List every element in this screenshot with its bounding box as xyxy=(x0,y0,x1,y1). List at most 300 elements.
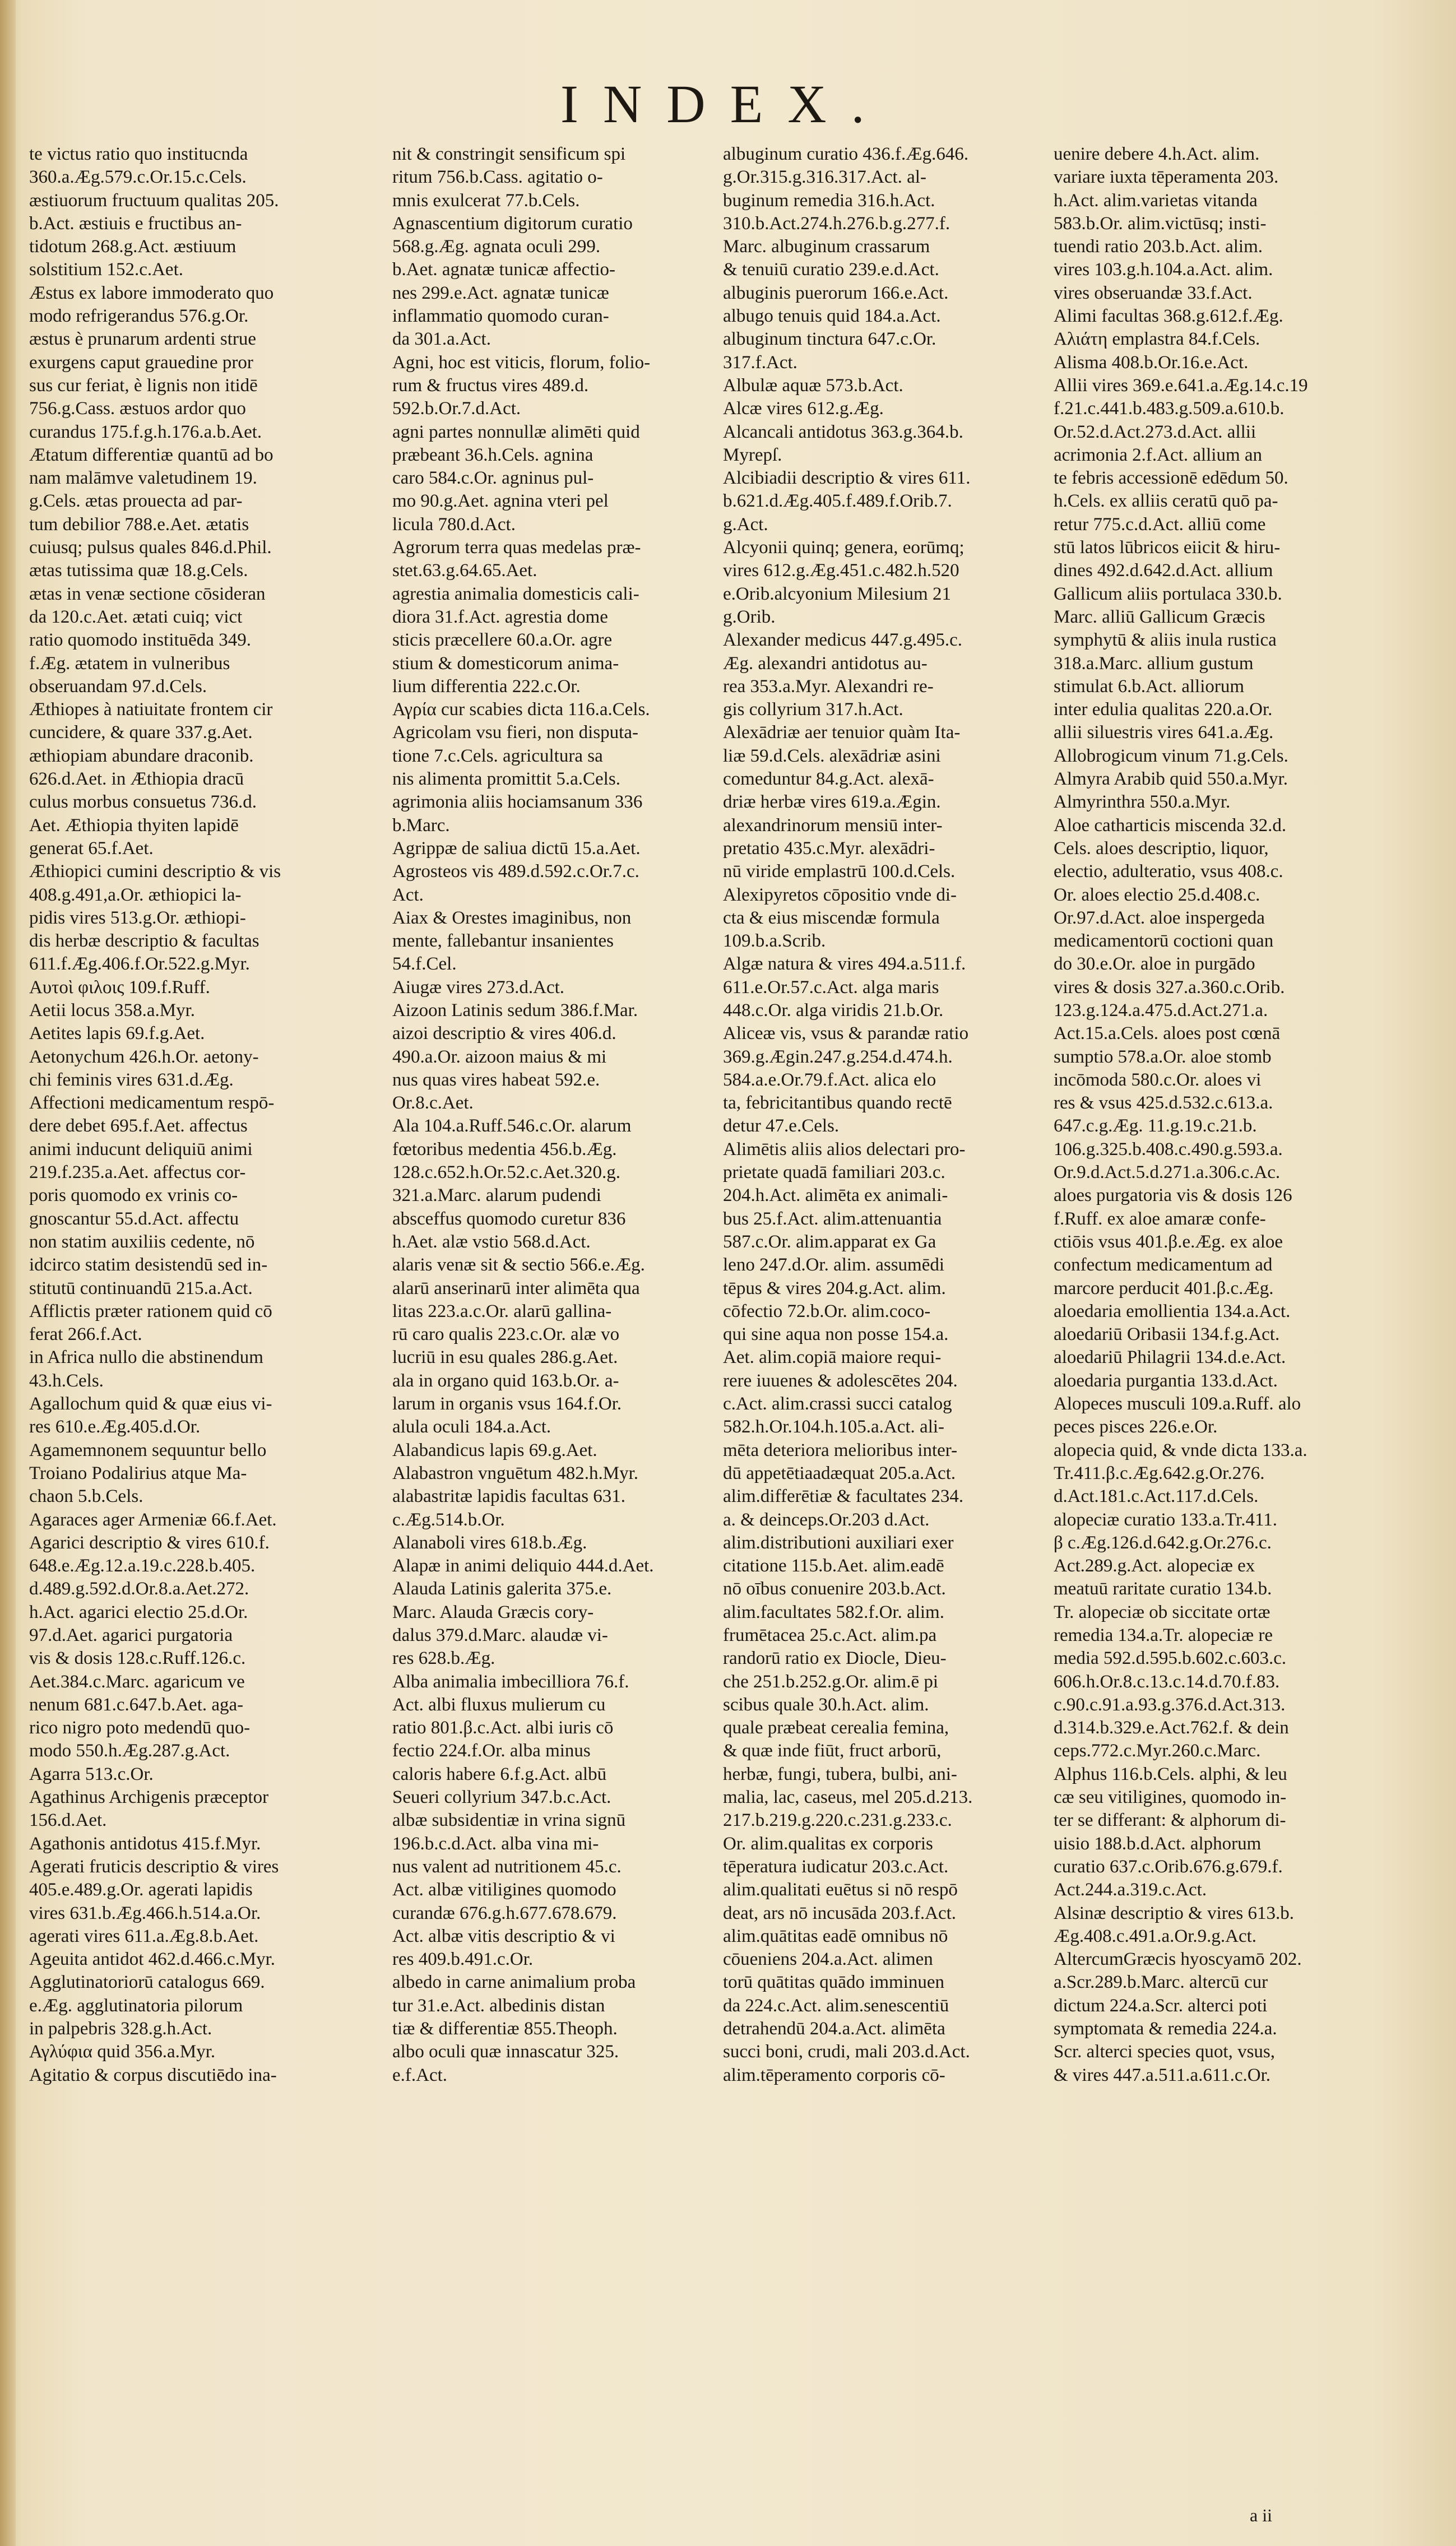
folio-signature: a ii xyxy=(1250,2505,1272,2525)
index-line: larum in organis vsus 164.f.Or. xyxy=(392,1394,622,1415)
index-line: 317.f.Act. xyxy=(723,352,797,373)
index-line: Aet. Æthiopia thyiten lapidē xyxy=(29,815,239,836)
index-line: 219.f.235.a.Aet. affectus cor- xyxy=(29,1162,246,1183)
index-line: stitutū continuandū 215.a.Act. xyxy=(29,1278,253,1298)
index-line: torū quātitas quādo imminuen xyxy=(723,1972,945,1993)
index-line: Alabastron vnguētum 482.h.Myr. xyxy=(392,1463,639,1483)
index-line: aloedariū Philagrii 134.d.e.Act. xyxy=(1054,1347,1286,1368)
index-line: uisio 188.b.d.Act. alphorum xyxy=(1054,1833,1262,1854)
index-line: & quæ inde fiūt, fruct arborū, xyxy=(723,1741,942,1761)
index-line: rea 353.a.Myr. Alexandri re- xyxy=(723,676,934,697)
index-line: 490.a.Or. aizoon maius & mi xyxy=(392,1046,607,1067)
index-line: te febris accessionē edēdum 50. xyxy=(1054,468,1288,489)
index-line: vires 631.b.Æg.466.h.514.a.Or. xyxy=(29,1903,261,1923)
index-line: Aet. alim.copiā maiore requi- xyxy=(723,1347,942,1368)
index-line: herbæ, fungi, tubera, bulbi, ani- xyxy=(723,1764,957,1784)
index-line: dalus 379.d.Marc. alaudæ vi- xyxy=(392,1625,608,1645)
index-line: fectio 224.f.Or. alba minus xyxy=(392,1741,591,1761)
index-line: te victus ratio quo institucnda xyxy=(29,144,248,164)
index-line: Aiax & Orestes imaginibus, non xyxy=(392,907,632,928)
index-line: Æstus ex labore immoderato quo xyxy=(29,282,274,303)
index-line: Agathinus Archigenis præceptor xyxy=(29,1787,269,1808)
index-line: ratio 801.β.c.Act. albi iuris cō xyxy=(392,1718,614,1738)
index-line: dis herbæ descriptio & facultas xyxy=(29,931,259,952)
index-line: Αυτοὶ φιλοις 109.f.Ruff. xyxy=(29,977,210,998)
index-line: 97.d.Aet. agarici purgatoria xyxy=(29,1625,233,1645)
index-line: liæ 59.d.Cels. alexādriæ asini xyxy=(723,745,941,766)
index-line: alabastritæ lapidis facultas 631. xyxy=(392,1486,626,1507)
index-line: nus valent ad nutritionem 45.c. xyxy=(392,1856,622,1877)
index-line: ter se differant: & alphorum di- xyxy=(1054,1810,1286,1831)
index-line: c.Æg.514.b.Or. xyxy=(392,1509,505,1530)
index-line: Tr. alopeciæ ob siccitate ortæ xyxy=(1054,1602,1270,1622)
index-line: alexandrinorum mensiū inter- xyxy=(723,815,943,836)
index-line: Affectioni medicamentum respō- xyxy=(29,1093,275,1114)
index-line: Alisma 408.b.Or.16.e.Act. xyxy=(1054,352,1249,373)
index-line: peces pisces 226.e.Or. xyxy=(1054,1417,1218,1437)
index-line: tēperatura iudicatur 203.c.Act. xyxy=(723,1856,949,1877)
index-line: 217.b.219.g.220.c.231.g.233.c. xyxy=(723,1810,952,1831)
index-line: g.Cels. ætas prouecta ad par- xyxy=(29,491,243,512)
index-column-4 xyxy=(1054,143,1367,2087)
index-line: Myrepſ. xyxy=(723,444,782,465)
index-line: Algæ natura & vires 494.a.511.f. xyxy=(723,954,966,975)
index-line: Almyrinthra 550.a.Myr. xyxy=(1054,792,1231,813)
index-line: nū viride emplastrū 100.d.Cels. xyxy=(723,861,956,882)
index-line: stū latos lūbricos eiicit & hiru- xyxy=(1054,537,1281,558)
index-line: 611.e.Or.57.c.Act. alga maris xyxy=(723,977,939,998)
index-line: Agerati fruticis descriptio & vires xyxy=(29,1856,279,1877)
index-line: exurgens caput grauedine pror xyxy=(29,352,253,373)
index-line: idcirco statim desistendū sed in- xyxy=(29,1255,268,1276)
index-column-2 xyxy=(392,143,706,2087)
index-line: Or.97.d.Act. aloe inspergeda xyxy=(1054,907,1265,928)
index-line: alaris venæ sit & sectio 566.e.Æg. xyxy=(392,1255,645,1276)
index-line: Cels. aloes descriptio, liquor, xyxy=(1054,838,1269,859)
index-line: deat, ars nō incusāda 203.f.Act. xyxy=(723,1903,957,1923)
index-line: dictum 224.a.Scr. alterci poti xyxy=(1054,1995,1268,2016)
index-line: Act.15.a.Cels. aloes post cœnā xyxy=(1054,1023,1281,1044)
index-line: do 30.e.Or. aloe in purgādo xyxy=(1054,954,1255,975)
index-line: 109.b.a.Scrib. xyxy=(723,931,826,952)
index-line: æthiopiam abundare draconib. xyxy=(29,745,254,766)
index-line: ala in organo quid 163.b.Or. a- xyxy=(392,1370,619,1391)
index-line: æstiuorum fructuum qualitas 205. xyxy=(29,190,279,211)
index-line: nam malāmve valetudinem 19. xyxy=(29,468,257,489)
index-line: Æthiopes à natiuitate frontem cir xyxy=(29,699,273,720)
index-line: Albulæ aquæ 573.b.Act. xyxy=(723,375,903,396)
index-line: da 301.a.Act. xyxy=(392,329,491,350)
index-line: b.Marc. xyxy=(392,815,450,836)
index-line: inter edulia qualitas 220.a.Or. xyxy=(1054,699,1273,720)
index-line: Afflictis præter rationem quid cō xyxy=(29,1301,272,1321)
index-line: cōueniens 204.a.Act. alimen xyxy=(723,1949,933,1970)
index-line: 196.b.c.d.Act. alba vina mi- xyxy=(392,1833,599,1854)
index-line: cuncidere, & quare 337.g.Aet. xyxy=(29,722,253,743)
index-line: da 224.c.Act. alim.senescentiū xyxy=(723,1995,949,2016)
index-line: Aet.384.c.Marc. agaricum ve xyxy=(29,1671,245,1692)
index-line: pidis vires 513.g.Or. æthiopi- xyxy=(29,907,246,928)
index-line: 756.g.Cass. æstuos ardor quo xyxy=(29,398,246,419)
index-line: cuiusq; pulsus quales 846.d.Phil. xyxy=(29,537,272,558)
index-line: Agnascentium digitorum curatio xyxy=(392,213,633,234)
index-line: d.Act.181.c.Act.117.d.Cels. xyxy=(1054,1486,1259,1507)
index-line: symptomata & remedia 224.a. xyxy=(1054,2019,1277,2039)
index-line: nus quas vires habeat 592.e. xyxy=(392,1069,600,1090)
index-line: nis alimenta promittit 5.a.Cels. xyxy=(392,769,620,790)
index-line: c.90.c.91.a.93.g.376.d.Act.313. xyxy=(1054,1694,1286,1715)
index-line: nō oībus conuenire 203.b.Act. xyxy=(723,1579,946,1599)
index-line: albuginum curatio 436.f.Æg.646. xyxy=(723,144,969,164)
index-line: Or. aloes electio 25.d.408.c. xyxy=(1054,884,1260,905)
index-line: stimulat 6.b.Act. alliorum xyxy=(1054,676,1245,697)
index-line: buginum remedia 316.h.Act. xyxy=(723,190,935,211)
index-line: d.489.g.592.d.Or.8.a.Aet.272. xyxy=(29,1579,249,1599)
index-line: rum & fructus vires 489.d. xyxy=(392,375,589,396)
index-line: tum debilior 788.e.Aet. ætatis xyxy=(29,514,249,535)
index-line: 592.b.Or.7.d.Act. xyxy=(392,398,521,419)
index-line: Agallochum quid & quæ eius vi- xyxy=(29,1394,272,1415)
index-line: Agitatio & corpus discutiēdo ina- xyxy=(29,2065,277,2085)
index-line: fœtoribus medentia 456.b.Æg. xyxy=(392,1139,617,1160)
index-line: meatuū raritate curatio 134.b. xyxy=(1054,1579,1272,1599)
index-line: Alabandicus lapis 69.g.Aet. xyxy=(392,1440,597,1460)
index-line: tione 7.c.Cels. agricultura sa xyxy=(392,745,603,766)
index-line: alopeciæ curatio 133.a.Tr.411. xyxy=(1054,1509,1277,1530)
index-line: 54.f.Cel. xyxy=(392,954,457,975)
index-line: retur 775.c.d.Act. alliū come xyxy=(1054,514,1266,535)
index-line: Alanaboli vires 618.b.Æg. xyxy=(392,1532,587,1553)
index-line: alim.quātitas eadē omnibus nō xyxy=(723,1926,948,1946)
index-line: remedia 134.a.Tr. alopeciæ re xyxy=(1054,1625,1273,1645)
index-line: tuendi ratio 203.b.Act. alim. xyxy=(1054,236,1263,257)
index-line: Alexander medicus 447.g.495.c. xyxy=(723,630,963,651)
index-line: 106.g.325.b.408.c.490.g.593.a. xyxy=(1054,1139,1283,1160)
page-title: INDEX. xyxy=(560,74,889,134)
index-line: Troiano Podalirius atque Ma- xyxy=(29,1463,247,1483)
index-line: 583.b.Or. alim.victūsq; insti- xyxy=(1054,213,1267,234)
index-line: lium differentia 222.c.Or. xyxy=(392,676,581,697)
index-line: Agrippæ de saliua dictū 15.a.Aet. xyxy=(392,838,641,859)
index-line: Alauda Latinis galerita 375.e. xyxy=(392,1579,612,1599)
index-line: Alcyonii quinq; genera, eorūmq; xyxy=(723,537,965,558)
index-line: Alcæ vires 612.g.Æg. xyxy=(723,398,884,419)
index-line: Ageuita antidot 462.d.466.c.Myr. xyxy=(29,1949,276,1970)
index-line: vis & dosis 128.c.Ruff.126.c. xyxy=(29,1648,246,1669)
index-line: tur 31.e.Act. albedinis distan xyxy=(392,1995,605,2016)
index-line: e.Orib.alcyonium Milesium 21 xyxy=(723,583,951,604)
index-line: Alsinæ descriptio & vires 613.b. xyxy=(1054,1903,1294,1923)
index-line: ceps.772.c.Myr.260.c.Marc. xyxy=(1054,1741,1261,1761)
index-line: Act. xyxy=(392,884,424,905)
index-line: curandæ 676.g.h.677.678.679. xyxy=(392,1903,617,1923)
index-line: res 409.b.491.c.Or. xyxy=(392,1949,534,1970)
index-line: dere debet 695.f.Aet. affectus xyxy=(29,1116,248,1137)
index-line: frumētacea 25.c.Act. alim.pa xyxy=(723,1625,937,1645)
index-line: Aizoon Latinis sedum 386.f.Mar. xyxy=(392,1000,638,1021)
index-column-3 xyxy=(723,143,1037,2087)
index-line: dū appetētiaadæquat 205.a.Act. xyxy=(723,1463,956,1483)
index-line: variare iuxta tēperamenta 203. xyxy=(1054,167,1279,188)
index-line: prietate quadā familiari 203.c. xyxy=(723,1162,945,1183)
index-line: alopecia quid, & vnde dicta 133.a. xyxy=(1054,1440,1307,1460)
index-line: quale præbeat cerealia femina, xyxy=(723,1718,949,1738)
index-line: Act. albæ vitiligines quomodo xyxy=(392,1880,616,1900)
index-line: h.Act. alim.varietas vitanda xyxy=(1054,190,1258,211)
book-gutter xyxy=(0,0,16,2546)
index-line: agni partes nonnullæ alimēti quid xyxy=(392,421,640,442)
index-line: 43.h.Cels. xyxy=(29,1370,104,1391)
index-line: Marc. albuginum crassarum xyxy=(723,236,930,257)
index-line: mo 90.g.Aet. agnina vteri pel xyxy=(392,491,609,512)
index-line: inflammatio quomodo curan- xyxy=(392,306,609,327)
index-line: aloedaria purgantia 133.d.Act. xyxy=(1054,1370,1278,1391)
index-line: Alimi facultas 368.g.612.f.Æg. xyxy=(1054,306,1283,327)
index-line: ritum 756.b.Cass. agitatio o- xyxy=(392,167,603,188)
index-line: leno 247.d.Or. alim. assumēdi xyxy=(723,1255,945,1276)
index-line: Agathonis antidotus 415.f.Myr. xyxy=(29,1833,261,1854)
index-line: detur 47.e.Cels. xyxy=(723,1116,840,1137)
index-line: Act. albi fluxus mulierum cu xyxy=(392,1694,606,1715)
index-line: Αλιάτη emplastra 84.f.Cels. xyxy=(1054,329,1260,350)
index-line: g.Orib. xyxy=(723,606,776,627)
index-line: Agaraces ager Armeniæ 66.f.Aet. xyxy=(29,1509,277,1530)
index-line: cōfectio 72.b.Or. alim.coco- xyxy=(723,1301,931,1321)
index-line: Ala 104.a.Ruff.546.c.Or. alarum xyxy=(392,1116,632,1137)
index-line: Gallicum aliis portulaca 330.b. xyxy=(1054,583,1282,604)
index-line: cæ seu vitiligines, quomodo in- xyxy=(1054,1787,1287,1808)
index-line: 156.d.Aet. xyxy=(29,1810,107,1831)
index-line: lucriū in esu quales 286.g.Aet. xyxy=(392,1347,618,1368)
index-line: alula oculi 184.a.Act. xyxy=(392,1417,551,1437)
index-line: alim.distributioni auxiliari exer xyxy=(723,1532,954,1553)
index-line: agrimonia aliis hociamsanum 336 xyxy=(392,792,643,813)
index-line: pretatio 435.c.Myr. alexādri- xyxy=(723,838,935,859)
index-line: 408.g.491,a.Or. æthiopici la- xyxy=(29,884,242,905)
index-line: e.Æg. agglutinatoria pilorum xyxy=(29,1995,243,2016)
index-line: aloes purgatoria vis & dosis 126 xyxy=(1054,1185,1292,1206)
index-line: Aetii locus 358.a.Myr. xyxy=(29,1000,196,1021)
index-line: curatio 637.c.Orib.676.g.679.f. xyxy=(1054,1856,1283,1877)
index-line: Allii vires 369.e.641.a.Æg.14.c.19 xyxy=(1054,375,1308,396)
index-line: ratio quomodo instituēda 349. xyxy=(29,630,251,651)
index-line: alim.tēperamento corporis cō- xyxy=(723,2065,945,2085)
index-line: res 628.b.Æg. xyxy=(392,1648,495,1669)
index-line: Æg. alexandri antidotus au- xyxy=(723,653,928,674)
index-line: absceffus quomodo curetur 836 xyxy=(392,1208,626,1229)
index-line: confectum medicamentum ad xyxy=(1054,1255,1273,1276)
index-line: driæ herbæ vires 619.a.Ægin. xyxy=(723,792,941,813)
index-line: Or.8.c.Aet. xyxy=(392,1093,474,1114)
index-line: sumptio 578.a.Or. aloe stomb xyxy=(1054,1046,1272,1067)
index-line: ætas tutissima quæ 18.g.Cels. xyxy=(29,560,248,581)
index-line: comeduntur 84.g.Act. alexā- xyxy=(723,769,934,790)
index-line: a. & deinceps.Or.203 d.Act. xyxy=(723,1509,930,1530)
index-line: bus 25.f.Act. alim.attenuantia xyxy=(723,1208,942,1229)
index-line: caloris habere 6.f.g.Act. albū xyxy=(392,1764,607,1784)
index-line: b.Act. æstiuis e fructibus an- xyxy=(29,213,242,234)
index-line: Seueri collyrium 347.b.c.Act. xyxy=(392,1787,611,1808)
index-line: æstus è prunarum ardenti strue xyxy=(29,329,257,350)
index-line: albugo tenuis quid 184.a.Act. xyxy=(723,306,941,327)
index-line: chi feminis vires 631.d.Æg. xyxy=(29,1069,234,1090)
index-line: curandus 175.f.g.h.176.a.b.Aet. xyxy=(29,421,262,442)
index-line: vires obseruandæ 33.f.Act. xyxy=(1054,282,1253,303)
index-line: præbeant 36.h.Cels. agnina xyxy=(392,444,593,465)
index-line: aloedariū Oribasii 134.f.g.Act. xyxy=(1054,1324,1280,1345)
index-line: alim.differētiæ & facultates 234. xyxy=(723,1486,964,1507)
index-line: b.621.d.Æg.405.f.489.f.Orib.7. xyxy=(723,491,952,512)
index-column-1 xyxy=(29,143,343,2087)
index-line: albæ subsidentiæ in vrina signū xyxy=(392,1810,626,1831)
index-line: 369.g.Ægin.247.g.254.d.474.h. xyxy=(723,1046,953,1067)
index-line: gnoscantur 55.d.Act. affectu xyxy=(29,1208,239,1229)
index-line: mēta deteriora melioribus inter- xyxy=(723,1440,958,1460)
index-line: Alcibiadii descriptio & vires 611. xyxy=(723,468,971,489)
index-line: Agamemnonem sequuntur bello xyxy=(29,1440,267,1460)
index-line: res 610.e.Æg.405.d.Or. xyxy=(29,1417,201,1437)
index-line: 318.a.Marc. allium gustum xyxy=(1054,653,1254,674)
index-line: aizoi descriptio & vires 406.d. xyxy=(392,1023,616,1044)
index-line: d.314.b.329.e.Act.762.f. & dein xyxy=(1054,1718,1289,1738)
index-line: 587.c.Or. alim.apparat ex Ga xyxy=(723,1231,936,1252)
index-line: non statim auxiliis cedente, nō xyxy=(29,1231,255,1252)
index-line: 321.a.Marc. alarum pudendi xyxy=(392,1185,601,1206)
index-line: acrimonia 2.f.Act. allium an xyxy=(1054,444,1263,465)
index-line: electio, adulteratio, vsus 408.c. xyxy=(1054,861,1283,882)
index-line: 648.e.Æg.12.a.19.c.228.b.405. xyxy=(29,1556,256,1576)
index-line: sus cur feriat, è lignis non itidē xyxy=(29,375,258,396)
index-line: h.Aet. alæ vstio 568.d.Act. xyxy=(392,1231,591,1252)
index-line: nes 299.e.Act. agnatæ tunicæ xyxy=(392,282,609,303)
index-line: 128.c.652.h.Or.52.c.Aet.320.g. xyxy=(392,1162,620,1183)
index-line: animi inducunt deliquiū animi xyxy=(29,1139,253,1160)
index-line: albuginum tinctura 647.c.Or. xyxy=(723,329,936,350)
index-line: caro 584.c.Or. agninus pul- xyxy=(392,468,594,489)
index-line: tēpus & vires 204.g.Act. alim. xyxy=(723,1278,946,1298)
index-line: Agni, hoc est viticis, florum, folio- xyxy=(392,352,651,373)
index-line: 448.c.Or. alga viridis 21.b.Or. xyxy=(723,1000,944,1021)
index-line: sticis præcellere 60.a.Or. agre xyxy=(392,630,613,651)
index-line: 582.h.Or.104.h.105.a.Act. ali- xyxy=(723,1417,945,1437)
index-line: allii siluestris vires 641.a.Æg. xyxy=(1054,722,1274,743)
index-line: mnis exulcerat 77.b.Cels. xyxy=(392,190,580,211)
index-line: g.Or.315.g.316.317.Act. al- xyxy=(723,167,926,188)
index-line: da 120.c.Aet. ætati cuiq; vict xyxy=(29,606,243,627)
index-line: vires & dosis 327.a.360.c.Orib. xyxy=(1054,977,1285,998)
index-line: ætas in venæ sectione cōsideran xyxy=(29,583,266,604)
index-line: obseruandam 97.d.Cels. xyxy=(29,676,207,697)
index-line: litas 223.a.c.Or. alarū gallina- xyxy=(392,1301,612,1321)
index-line: mente, fallebantur insanientes xyxy=(392,931,614,952)
index-line: f.Æg. ætatem in vulneribus xyxy=(29,653,230,674)
index-line: Alexipyretos cōpositio vnde di- xyxy=(723,884,957,905)
index-line: gis collyrium 317.h.Act. xyxy=(723,699,903,720)
index-line: diora 31.f.Act. agrestia dome xyxy=(392,606,608,627)
index-line: Αγρία cur scabies dicta 116.a.Cels. xyxy=(392,699,650,720)
index-line: tiæ & differentiæ 855.Theoph. xyxy=(392,2019,618,2039)
index-line: modo refrigerandus 576.g.Or. xyxy=(29,306,249,327)
index-line: albo oculi quæ innascatur 325. xyxy=(392,2042,619,2062)
index-line: rico nigro poto medendū quo- xyxy=(29,1718,251,1738)
index-line: medicamentorū coctioni quan xyxy=(1054,931,1274,952)
index-line: f.21.c.441.b.483.g.509.a.610.b. xyxy=(1054,398,1285,419)
index-line: rere iuuenes & adolescētes 204. xyxy=(723,1370,958,1391)
index-line: g.Act. xyxy=(723,514,768,535)
index-line: cta & eius miscendæ formula xyxy=(723,907,940,928)
index-line: tidotum 268.g.Act. æstiuum xyxy=(29,236,237,257)
index-line: 360.a.Æg.579.c.Or.15.c.Cels. xyxy=(29,167,247,188)
index-line: Act.244.a.319.c.Act. xyxy=(1054,1880,1207,1900)
index-line: Alapæ in animi deliquio 444.d.Aet. xyxy=(392,1556,654,1576)
index-line: stium & domesticorum anima- xyxy=(392,653,619,674)
index-line: albuginis puerorum 166.e.Act. xyxy=(723,282,949,303)
index-line: 647.c.g.Æg. 11.g.19.c.21.b. xyxy=(1054,1116,1257,1137)
index-line: 204.h.Act. alimēta ex animali- xyxy=(723,1185,948,1206)
index-line: ferat 266.f.Act. xyxy=(29,1324,142,1345)
index-line: malia, lac, caseus, mel 205.d.213. xyxy=(723,1787,973,1808)
index-line: nit & constringit sensificum spi xyxy=(392,144,626,164)
index-line: marcore perducit 401.β.c.Æg. xyxy=(1054,1278,1274,1298)
index-line: generat 65.f.Aet. xyxy=(29,838,154,859)
index-line: chaon 5.b.Cels. xyxy=(29,1486,143,1507)
index-line: randorū ratio ex Diocle, Dieu- xyxy=(723,1648,947,1669)
index-line: Agarra 513.c.Or. xyxy=(29,1764,154,1784)
index-line: stet.63.g.64.65.Aet. xyxy=(392,560,537,581)
index-line: alim.qualitati euētus si nō respō xyxy=(723,1880,958,1900)
index-line: Αγλύφια quid 356.a.Myr. xyxy=(29,2042,216,2062)
index-line: media 592.d.595.b.602.c.603.c. xyxy=(1054,1648,1287,1669)
index-line: Ætatum differentiæ quantū ad bo xyxy=(29,444,273,465)
index-line: in palpebris 328.g.h.Act. xyxy=(29,2019,212,2039)
index-line: Æthiopici cumini descriptio & vis xyxy=(29,861,281,882)
index-line: AltercumGræcis hyoscyamō 202. xyxy=(1054,1949,1302,1970)
index-line: f.Ruff. ex aloe amaræ confe- xyxy=(1054,1208,1266,1229)
index-line: Alimētis aliis alios delectari pro- xyxy=(723,1139,966,1160)
index-line: 568.g.Æg. agnata oculi 299. xyxy=(392,236,601,257)
index-line: licula 780.d.Act. xyxy=(392,514,516,535)
index-line: che 251.b.252.g.Or. alim.ē pi xyxy=(723,1671,939,1692)
index-line: uenire debere 4.h.Act. alim. xyxy=(1054,144,1260,164)
index-line: agerati vires 611.a.Æg.8.b.Aet. xyxy=(29,1926,259,1946)
index-line: Marc. alliū Gallicum Græcis xyxy=(1054,606,1265,627)
index-line: Act.289.g.Act. alopeciæ ex xyxy=(1054,1556,1255,1576)
index-line: aloedaria emollientia 134.a.Act. xyxy=(1054,1301,1291,1321)
index-line: Agarici descriptio & vires 610.f. xyxy=(29,1532,270,1553)
index-line: Aiugæ vires 273.d.Act. xyxy=(392,977,565,998)
index-line: ctiōis vsus 401.β.e.Æg. ex aloe xyxy=(1054,1231,1283,1252)
index-line: c.Act. alim.crassi succi catalog xyxy=(723,1394,952,1415)
index-line: poris quomodo ex vrinis co- xyxy=(29,1185,238,1206)
index-line: Or. alim.qualitas ex corporis xyxy=(723,1833,933,1854)
index-line: albedo in carne animalium proba xyxy=(392,1972,636,1993)
index-line: qui sine aqua non posse 154.a. xyxy=(723,1324,949,1345)
index-line: succi boni, crudi, mali 203.d.Act. xyxy=(723,2042,970,2062)
index-line: 405.e.489.g.Or. agerati lapidis xyxy=(29,1880,253,1900)
index-line: Aloe catharticis miscenda 32.d. xyxy=(1054,815,1287,836)
index-line: Almyra Arabib quid 550.a.Myr. xyxy=(1054,769,1288,790)
index-line: Aetonychum 426.h.Or. aetony- xyxy=(29,1046,259,1067)
index-line: Agglutinatoriorū catalogus 669. xyxy=(29,1972,265,1993)
index-line: Alphus 116.b.Cels. alphi, & leu xyxy=(1054,1764,1287,1784)
index-line: Marc. Alauda Græcis cory- xyxy=(392,1602,594,1622)
index-line: citatione 115.b.Aet. alim.eadē xyxy=(723,1556,944,1576)
index-line: res & vsus 425.d.532.c.613.a. xyxy=(1054,1093,1273,1114)
index-line: 606.h.Or.8.c.13.c.14.d.70.f.83. xyxy=(1054,1671,1280,1692)
index-line: e.f.Act. xyxy=(392,2065,448,2085)
index-line: Allobrogicum vinum 71.g.Cels. xyxy=(1054,745,1288,766)
index-line: in Africa nullo die abstinendum xyxy=(29,1347,263,1368)
